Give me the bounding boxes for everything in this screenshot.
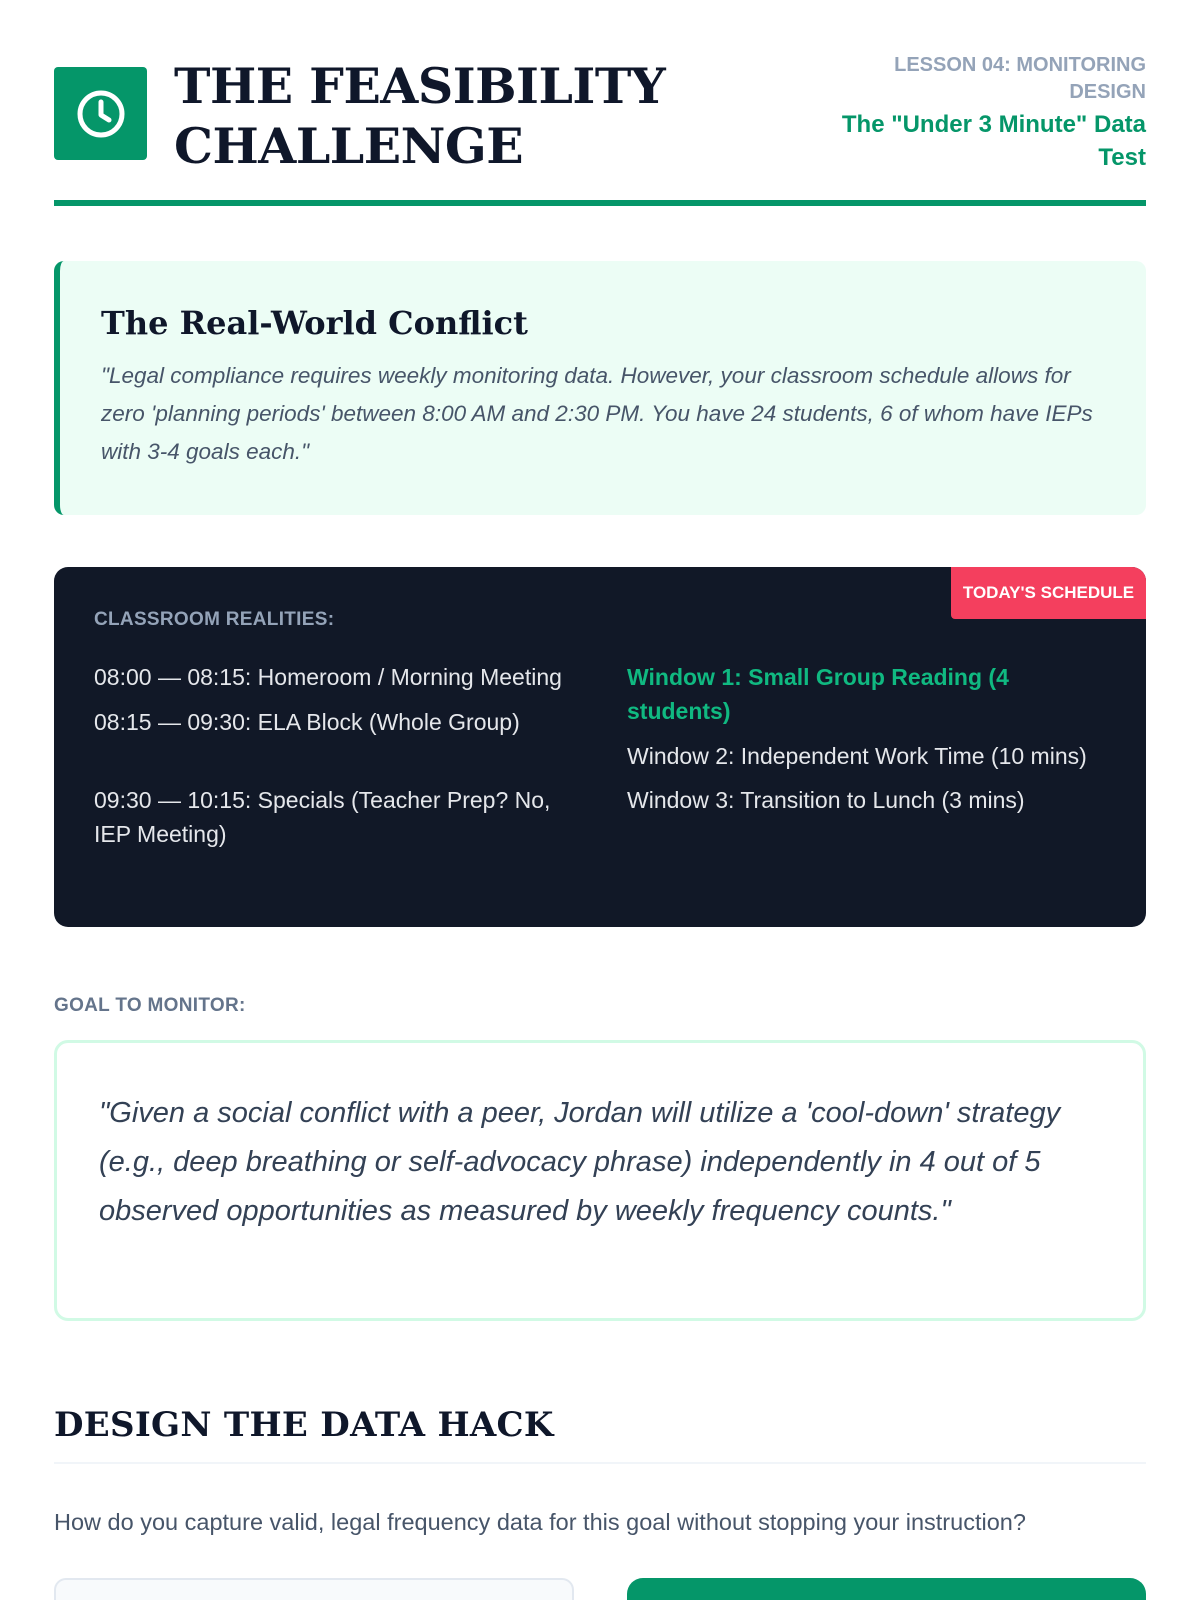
schedule-badge: TODAY'S SCHEDULE — [951, 567, 1146, 619]
header-meta — [816, 52, 1146, 174]
header — [54, 0, 1146, 206]
schedule-item: 09:30 — 10:15: Specials (Teacher Prep? No, IEP Meeting) — [94, 787, 551, 847]
lesson-subtitle: The "Under 3 Minute" Data Test — [841, 111, 1146, 171]
schedule-column-left — [94, 660, 574, 851]
header-divider — [54, 200, 1146, 206]
answer-option-left[interactable] — [54, 1578, 574, 1600]
goal-card — [54, 1040, 1146, 1321]
conflict-card — [54, 261, 1146, 515]
design-divider — [54, 1462, 1146, 1464]
page — [54, 0, 1146, 1535]
schedule-column-right — [627, 660, 1107, 817]
lesson-label: LESSON 04: MONITORING DESIGN — [894, 54, 1146, 103]
page-title-line2: CHALLENGE — [174, 117, 524, 175]
goal-text: "Given a social conflict with a peer, Jordan will utilize a 'cool-down' strategy (e.g., deep breathing or self-advocacy phrase) independently in 4 out of 5 observed opportunities as measured by weekly frequency counts." — [99, 1097, 1061, 1227]
schedule-window: Window 3: Transition to Lunch (3 mins) — [627, 787, 1025, 813]
clock-icon — [75, 88, 127, 140]
schedule-window: Window 2: Independent Work Time (10 mins) — [627, 743, 1087, 769]
design-heading: DESIGN THE DATA HACK — [54, 1405, 554, 1445]
schedule-card — [54, 567, 1146, 927]
design-question: How do you capture valid, legal frequency data for this goal without stopping your instruction? — [54, 1509, 1026, 1535]
conflict-title: The Real-World Conflict — [101, 304, 528, 342]
answer-option-right[interactable] — [627, 1578, 1146, 1600]
logo-badge — [54, 67, 147, 160]
schedule-item: 08:15 — 09:30: ELA Block (Whole Group) — [94, 709, 520, 735]
conflict-quote: "Legal compliance requires weekly monitoring data. However, your classroom schedule allows for zero 'planning periods' between 8:00 AM and 2:30 PM. You have 24 students, 6 of whom have IEPs with 3-4 goals each." — [101, 363, 1093, 464]
goal-label: GOAL TO MONITOR: — [54, 995, 246, 1016]
schedule-label: CLASSROOM REALITIES: — [94, 609, 335, 630]
page-title-line1: THE FEASIBILITY — [174, 57, 666, 115]
page-title — [174, 56, 734, 176]
schedule-item: 08:00 — 08:15: Homeroom / Morning Meeting — [94, 664, 562, 690]
schedule-window-active: Window 1: Small Group Reading (4 students) — [627, 664, 1009, 724]
